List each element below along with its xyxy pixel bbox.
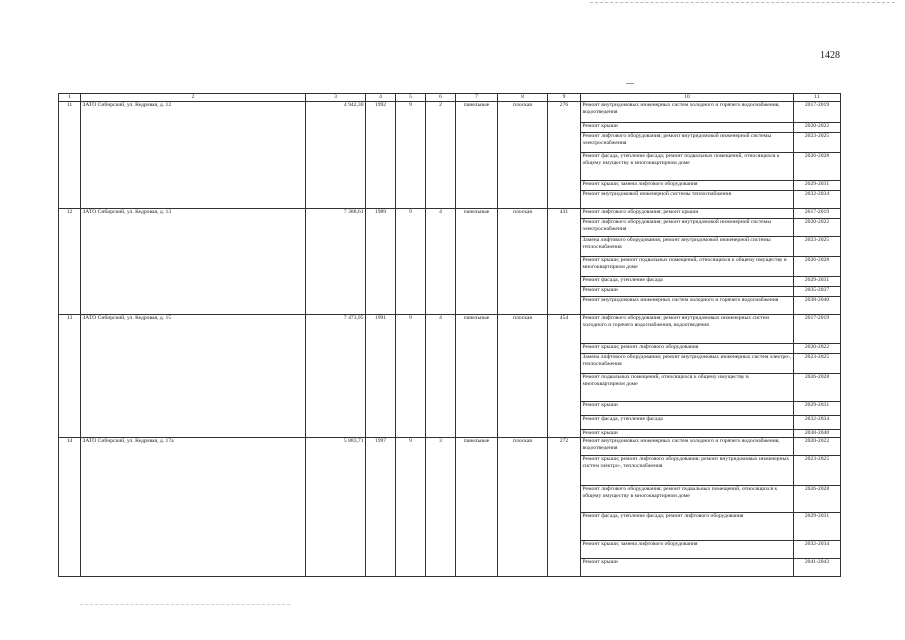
work-description: Ремонт подвальных помещений, относящихся к общему имуществу в многоквартирном доме xyxy=(581,374,794,402)
work-period: 2038-2040 xyxy=(794,430,841,438)
area-cell: 7 388,61 xyxy=(306,209,366,315)
residents-cell: 454 xyxy=(548,315,581,438)
year-cell: 1997 xyxy=(366,438,396,577)
work-period: 2023-2025 xyxy=(794,354,841,374)
work-period: 2032-2034 xyxy=(794,541,841,559)
table-row xyxy=(59,315,841,344)
floors-cell: 9 xyxy=(396,209,426,315)
year-cell: 1989 xyxy=(366,209,396,315)
row-number: 12 xyxy=(59,209,81,315)
work-period: 2023-2025 xyxy=(794,237,841,257)
row-number: 14 xyxy=(59,438,81,577)
table-row xyxy=(59,209,841,219)
scan-artifact-mark xyxy=(626,83,634,84)
roof-cell: плоская xyxy=(498,438,548,577)
work-description: Ремонт крыши xyxy=(581,123,794,133)
work-description: Ремонт крыши xyxy=(581,287,794,297)
work-description: Ремонт фасада, утепление фасада; ремонт лифтового оборудования xyxy=(581,513,794,541)
year-cell: 1992 xyxy=(366,102,396,209)
scan-artifact-top xyxy=(590,2,895,3)
year-cell: 1991 xyxy=(366,315,396,438)
work-period: 2035-2037 xyxy=(794,287,841,297)
work-description: Замена лифтового оборудования; ремонт внутридомовых инженерных систем электро-, теплоснабжения xyxy=(581,354,794,374)
work-period: 2029-2031 xyxy=(794,277,841,287)
col-header: 1 xyxy=(59,94,81,102)
col-header: 5 xyxy=(396,94,426,102)
residents-cell: 431 xyxy=(548,209,581,315)
work-description: Ремонт лифтового оборудования; ремонт внутридомовой инженерной системы электроснабжения xyxy=(581,133,794,153)
area-cell: 7 473,95 xyxy=(306,315,366,438)
address-cell: ЗАТО Сибирский, ул. Кедровая, д. 12 xyxy=(81,102,306,209)
work-description: Ремонт крыши; замена лифтового оборудования xyxy=(581,181,794,191)
work-description: Ремонт крыши; замена лифтового оборудования xyxy=(581,541,794,559)
register-table xyxy=(58,93,841,577)
address-cell: ЗАТО Сибирский, ул. Кедровая, д. 17а xyxy=(81,438,306,577)
work-description: Ремонт фасада, утепление фасада xyxy=(581,277,794,287)
work-period: 2017-2019 xyxy=(794,315,841,344)
col-header: 3 xyxy=(306,94,366,102)
work-description: Ремонт крыши; ремонт лифтового оборудования; ремонт внутридомовых инженерных систем электро-, теплоснабжения xyxy=(581,456,794,486)
floors-cell: 9 xyxy=(396,438,426,577)
address-cell: ЗАТО Сибирский, ул. Кедровая, д. 15 xyxy=(81,315,306,438)
floors-cell: 9 xyxy=(396,315,426,438)
roof-cell: плоская xyxy=(498,209,548,315)
work-period: 2026-2028 xyxy=(794,257,841,277)
work-description: Ремонт фасада, утепление фасада; ремонт подвальных помещений, относящихся к общему имуществу в многоквартирном доме xyxy=(581,153,794,181)
work-period: 2020-2022 xyxy=(794,123,841,133)
roof-cell: плоская xyxy=(498,315,548,438)
col-header: 11 xyxy=(794,94,841,102)
col-header: 10 xyxy=(581,94,794,102)
material-cell: панельные xyxy=(456,209,498,315)
work-period: 2029-2031 xyxy=(794,181,841,191)
work-description: Ремонт лифтового оборудования; ремонт внутридомовой инженерной системы электроснабжения xyxy=(581,219,794,237)
area-cell: 4 942,30 xyxy=(306,102,366,209)
entrances-cell: 4 xyxy=(426,315,456,438)
table-row xyxy=(59,102,841,123)
work-period: 2023-2025 xyxy=(794,456,841,486)
work-description: Ремонт фасада, утепление фасада xyxy=(581,416,794,430)
work-period: 2020-2022 xyxy=(794,344,841,354)
floors-cell: 9 xyxy=(396,102,426,209)
roof-cell: плоская xyxy=(498,102,548,209)
work-description: Ремонт внутридомовых инженерных систем холодного и горячего водоснабжения, водоотведения xyxy=(581,102,794,123)
work-description: Ремонт внутридомовых инженерных систем холодного и горячего водоснабжения xyxy=(581,297,794,315)
col-header: 6 xyxy=(426,94,456,102)
material-cell: панельные xyxy=(456,438,498,577)
work-period: 2032-2034 xyxy=(794,416,841,430)
work-period: 2020-2022 xyxy=(794,438,841,456)
area-cell: 5 883,71 xyxy=(306,438,366,577)
work-period: 2020-2022 xyxy=(794,219,841,237)
residents-cell: 276 xyxy=(548,102,581,209)
work-period: 2026-2028 xyxy=(794,153,841,181)
col-header: 7 xyxy=(456,94,498,102)
work-period: 2017-2019 xyxy=(794,102,841,123)
work-description: Ремонт лифтового оборудования; ремонт крыши xyxy=(581,209,794,219)
work-description: Ремонт крыши; ремонт подвальных помещений, относящихся к общему имуществу в многоквартирном доме xyxy=(581,257,794,277)
material-cell: панельные xyxy=(456,315,498,438)
column-number-row xyxy=(59,94,841,102)
work-period: 2029-2031 xyxy=(794,513,841,541)
work-description: Замена лифтового оборудования; ремонт внутридомовой инженерной системы теплоснабжения xyxy=(581,237,794,257)
row-number: 11 xyxy=(59,102,81,209)
entrances-cell: 2 xyxy=(426,102,456,209)
work-description: Ремонт лифтового оборудования; ремонт подвальных помещений, относящихся к общему имуществу в многоквартирном доме xyxy=(581,486,794,513)
work-description: Ремонт крыши; ремонт лифтового оборудования xyxy=(581,344,794,354)
entrances-cell: 3 xyxy=(426,438,456,577)
material-cell: панельные xyxy=(456,102,498,209)
work-period: 2032-2034 xyxy=(794,191,841,209)
residents-cell: 272 xyxy=(548,438,581,577)
work-period: 2026-2028 xyxy=(794,374,841,402)
work-period: 2026-2028 xyxy=(794,486,841,513)
work-description: Ремонт внутридомовой инженерной системы теплоснабжения xyxy=(581,191,794,209)
work-description: Ремонт крыши xyxy=(581,430,794,438)
col-header: 8 xyxy=(498,94,548,102)
work-period: 2023-2025 xyxy=(794,133,841,153)
work-period: 2041-2043 xyxy=(794,559,841,577)
row-number: 13 xyxy=(59,315,81,438)
table-row xyxy=(59,438,841,456)
col-header: 4 xyxy=(366,94,396,102)
col-header: 9 xyxy=(548,94,581,102)
work-period: 2038-2040 xyxy=(794,297,841,315)
scan-artifact-bottom xyxy=(80,604,290,605)
address-cell: ЗАТО Сибирский, ул. Кедровая, д. 13 xyxy=(81,209,306,315)
work-description: Ремонт внутридомовых инженерных систем холодного и горячего водоснабжения, водоотведения xyxy=(581,438,794,456)
work-period: 2029-2031 xyxy=(794,402,841,416)
work-description: Ремонт крыши xyxy=(581,559,794,577)
work-description: Ремонт лифтового оборудования; ремонт внутридомовых инженерных систем холодного и горячего водоснабжения, водоотведения xyxy=(581,315,794,344)
page-number: 1428 xyxy=(820,50,840,61)
entrances-cell: 4 xyxy=(426,209,456,315)
work-description: Ремонт крыши xyxy=(581,402,794,416)
col-header: 2 xyxy=(81,94,306,102)
work-period: 2017-2019 xyxy=(794,209,841,219)
